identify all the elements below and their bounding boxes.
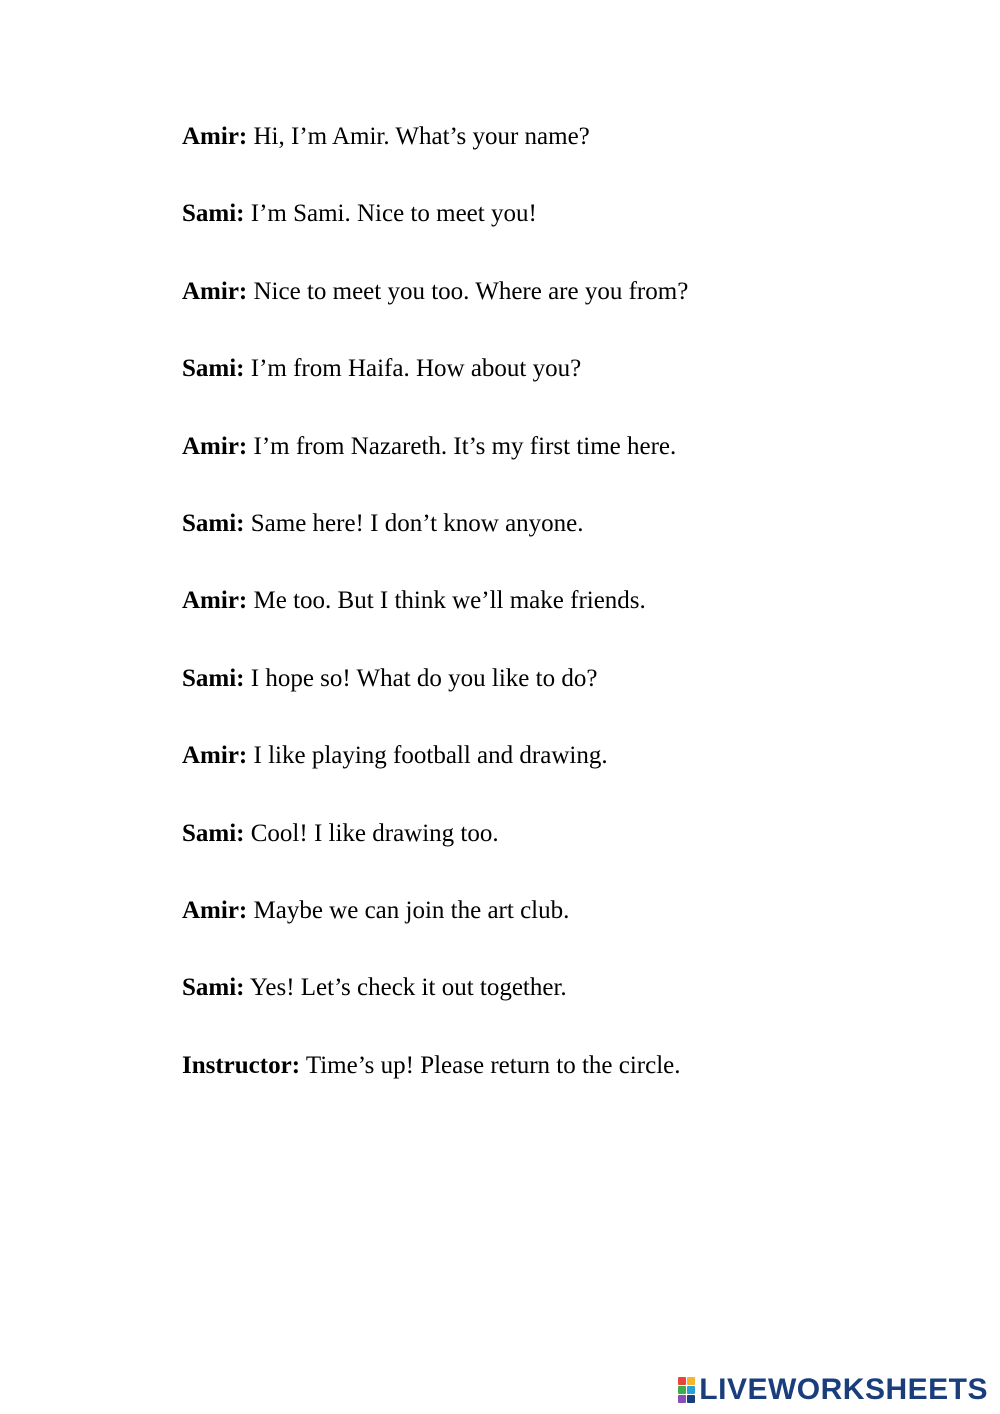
logo-square xyxy=(678,1386,686,1394)
speaker-name: Amir: xyxy=(182,587,248,615)
dialogue-line xyxy=(182,196,942,273)
dialogue-line xyxy=(182,119,942,196)
dialogue-line xyxy=(182,429,942,506)
line-text: Maybe we can join the art club. xyxy=(247,896,570,924)
line-text: I hope so! What do you like to do? xyxy=(244,664,598,692)
speaker-name: Sami: xyxy=(182,509,245,537)
line-text: Hi, I’m Amir. What’s your name? xyxy=(247,123,590,150)
dialogue-line xyxy=(182,506,942,583)
dialogue-line xyxy=(182,816,942,893)
speaker-name: Amir: xyxy=(182,123,248,150)
speaker-name: Sami: xyxy=(182,355,245,383)
line-text: I’m from Nazareth. It’s my first time here. xyxy=(247,432,677,460)
speaker-name: Amir: xyxy=(182,277,248,305)
logo-square xyxy=(687,1395,695,1403)
dialogue-line xyxy=(182,274,942,351)
dialogue-line xyxy=(182,738,942,815)
dialogue-line xyxy=(182,893,942,970)
line-text: I’m from Haifa. How about you? xyxy=(244,355,582,383)
line-text: I’m Sami. Nice to meet you! xyxy=(244,200,537,228)
speaker-name: Instructor: xyxy=(182,1051,301,1079)
speaker-name: Amir: xyxy=(182,432,248,460)
line-text: Yes! Let’s check it out together. xyxy=(244,974,567,1002)
liveworksheets-logo xyxy=(678,1373,988,1407)
line-text: I like playing football and drawing. xyxy=(247,742,608,770)
speaker-name: Amir: xyxy=(182,742,248,770)
speaker-name: Sami: xyxy=(182,200,245,228)
speaker-name: Sami: xyxy=(182,974,245,1002)
line-text: Time’s up! Please return to the circle. xyxy=(300,1051,681,1079)
logo-square xyxy=(687,1386,695,1394)
logo-square xyxy=(678,1395,686,1403)
dialogue-line xyxy=(182,583,942,660)
dialogue xyxy=(182,119,942,1125)
speaker-name: Sami: xyxy=(182,664,245,692)
line-text: Me too. But I think we’ll make friends. xyxy=(247,587,646,615)
dialogue-line xyxy=(182,970,942,1047)
logo-square xyxy=(678,1377,686,1385)
speaker-name: Amir: xyxy=(182,896,248,924)
dialogue-line xyxy=(182,351,942,428)
dialogue-line xyxy=(182,661,942,738)
brand-name: LIVEWORKSHEETS xyxy=(699,1373,988,1406)
line-text: Nice to meet you too. Where are you from? xyxy=(247,277,689,305)
speaker-name: Sami: xyxy=(182,819,245,847)
liveworksheets-logo-icon xyxy=(678,1377,695,1403)
logo-square xyxy=(687,1377,695,1385)
line-text: Cool! I like drawing too. xyxy=(244,819,499,847)
line-text: Same here! I don’t know anyone. xyxy=(244,509,584,537)
dialogue-line xyxy=(182,1048,942,1125)
